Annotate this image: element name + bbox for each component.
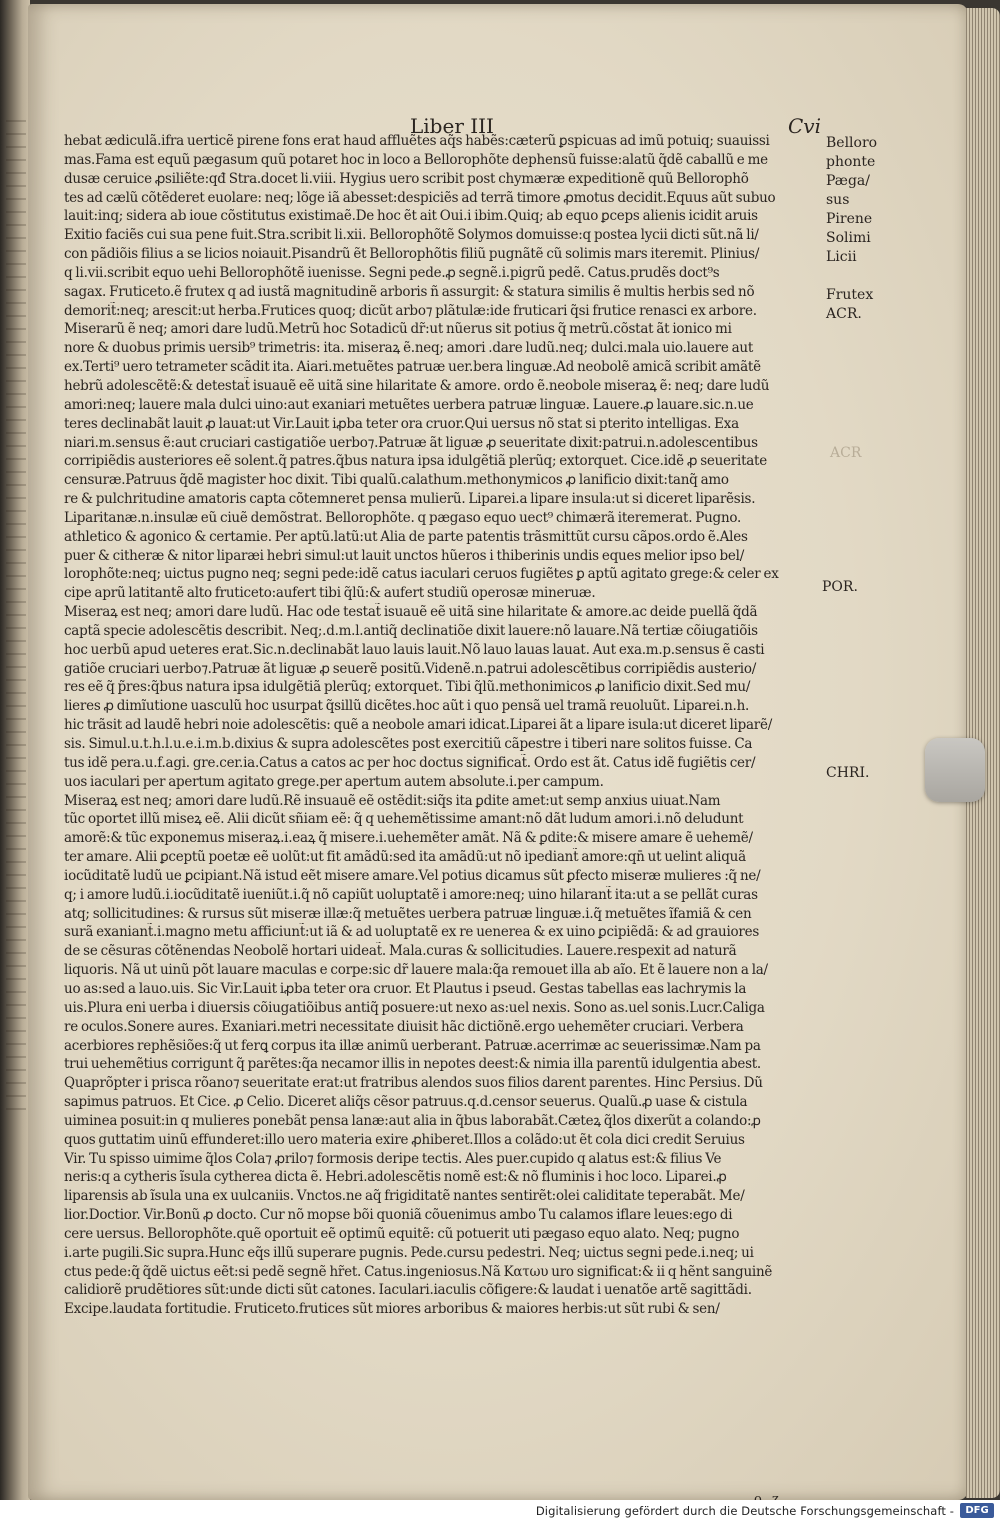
margin-note-frutex: Frutex xyxy=(826,287,874,303)
text-line: Exitio faciẽs cui sua pene fuit.Stra.scribit li.xii. Bellorophõtẽ Solymos domuisse:q postea lycii dicti sũt.nã li/ xyxy=(64,227,759,244)
margin-note-por: POR. xyxy=(822,579,858,595)
text-line: liparensis ab ĩsula una ex uulcaniis. Vnctos.ne aq̃ frigiditatẽ nantes sentirẽt:olei caliditate teperabãt. Me/ xyxy=(64,1188,745,1205)
text-line: con pãdiõis filius a se licios noiauit.Pisandrũ ẽt Bellorophõtis filiũ pugnãtẽ cũ solimis mars iteremit. Plinius/ xyxy=(64,246,760,263)
text-line: lauit:inq; sidera ab ioue cõstitutus existimaẽ.De hoc ẽt ait Oui.i ibim.Quiq; ab equo ꝑceps alienis icidit aruis xyxy=(64,208,758,225)
text-line: calidiorẽ prudẽtiores sũt:unde dicti sũt catones. Iaculari.iaculis cõfigere:& laudat i uenatõe artẽ sagittãdi. xyxy=(64,1282,752,1299)
text-line: demorit̃:neq; arescit:ut herba.Frutices quoq; dicũt arbo⁊ plãtulæ:ide fruticari q̃si frutice renasci ex arbore. xyxy=(64,302,757,319)
text-line: Miseraꝝ est neq; amori dare ludũ.Rẽ insuauẽ eẽ ostẽdit:siq̃s ita ꝑdite amet:ut semp anxius uiuat.Nam xyxy=(64,792,721,809)
text-line: q li.vii.scribit equo uehi Bellorophõtẽ iuenisse. Segni pede.ꝓ segnẽ.i.pigrũ pedẽ. Catus.prudẽs doct⁹s xyxy=(64,264,720,281)
text-line: puer & citheræ & nitor liparæi hebri simul:ut lauit unctos hũeros i thiberinis undis eques melior ipso bel/ xyxy=(64,547,745,564)
book-page xyxy=(28,4,968,1500)
text-line: atq; sollicitudines: & rursus sũt miseræ illæ:q̃ metuẽtes uerbera patruæ linguæ.i.q̃ metuẽtes ĩfamiã & cen xyxy=(64,905,752,922)
text-line: Miserarũ ẽ neq; amori dare ludũ.Metrũ hoc Sotadicũ dr̃:ut nũerus sit potius q̃ metrũ.cõstat ãt ionico mi xyxy=(64,321,732,338)
text-line: captã specie adolescẽtis describit. Neq;.d.m.l.antiq̃ declinatiõe dixit lauere:nõ lauare.Nã tertiæ cõiugatiõis xyxy=(64,622,758,639)
text-line: i.arte pugili.Sic supra.Hunc eq̃s illũ superare pugnis. Pede.cursu pedestri. Neq; uictus segni pede.i.neq; ui xyxy=(64,1244,754,1261)
dfg-logo: DFG xyxy=(960,1503,994,1518)
text-line: ex.Terti⁹ uero tetrameter scãdit ita. Aiari.metuẽtes patruæ uer.bera linguæ.Ad neobolẽ amicã scribit amãtẽ xyxy=(64,359,761,376)
text-line: amorẽ:& tũc exponemus miseraꝝ.i.eaꝝ q̃ misere.i.uehemẽter amãt. Nã & ꝑdite:& misere amare ẽ uehemẽ/ xyxy=(64,830,753,847)
margin-note-acr: ACR. xyxy=(826,306,862,322)
running-title: Liber III xyxy=(410,114,494,138)
text-line: hebrũ adolescẽtẽ:& detestat̃ isuauẽ eẽ uitã sine hilaritate & amore. ordo ẽ.neobole miseraꝝ ẽ: neq; dare ludũ xyxy=(64,377,770,394)
text-line: uo as:sed a lauo.uis. Sic Vir.Lauit iꝓba teter ora cruor. Et Plautus i pseud. Gestas tabellas eas lachrymis la xyxy=(64,980,747,997)
text-line: liquoris. Nã ut uinũ põt lauare maculas e corpe:sic dr̃ lauere mala:q̃a remouet illa ab aĩo. Et ẽ lauere non a la/ xyxy=(64,962,768,979)
text-line: uis.Plura eni uerba i diuersis cõiugatiõibus antiq̃ posuere:ut nexo as:uel nexis. Sono as.uel sonis.Lucr.Caliga xyxy=(64,999,765,1016)
text-line: re & pulchritudine amatoris capta cõtemneret pensa mulierũ. Liparei.a lipare insula:ut si diceret liparẽsis. xyxy=(64,491,756,508)
text-line: surã exaniant̃.i.magno metu afficiunt̃:ut iã & ad uoluptatẽ ex re uenerea & ex uino ꝑcipiẽdã: & ad grauiores xyxy=(64,924,760,941)
text-line: Quaprõpter i prisca rõano⁊ seueritate erat:ut fratribus alendos suos filios darent parentes. Hinc Persius. Dũ xyxy=(64,1075,763,1092)
text-line: lieres ꝓ dimĩutione uasculũ hoc usurpat q̃sillũ dicẽtes.hoc aũt i quo pensã uel tramã reuoluũt. Liparei.n.h. xyxy=(64,698,750,715)
digitization-footer xyxy=(0,1500,1000,1522)
text-line: acerbiores rephẽsiões:q̃ ut ferꝗ corpus ita illæ animũ uerberant. Patruæ.acerrimæ ac seuerissimæ.Nam pa xyxy=(64,1037,761,1054)
text-line: Liparitanæ.n.insulæ eũ ciuẽ demõstrat. Bellorophõte. q pægaso equo uect⁹ chimærã iteremerat. Pugno. xyxy=(64,509,742,526)
text-line: re oculos.Sonere aures. Exaniari.metri necessitate diuisit hãc dictiõnẽ.ergo uehemẽter cruciari. Verbera xyxy=(64,1018,744,1035)
previous-page-text-bleed xyxy=(6,120,26,1120)
text-line: Miseraꝝ est neq; amori dare ludũ. Hac ode testat̃ isuauẽ eẽ uitã sine hilaritate & amore.ac deide puellã q̃dã xyxy=(64,604,758,621)
text-line: ter amare. Alii ꝑceptũ poetæ eẽ uolũt:ut fit amãdũ:sed ita amãdũ:ut nõ ipediant̃ amore:qn̄ ut uelint aliquã xyxy=(64,849,746,866)
previous-page-edge xyxy=(0,0,30,1500)
text-line: de se cẽsuras cõtẽnendas Neobolẽ hortari uideat̃. Mala.curas & sollicitudies. Lauere.respexit ad naturã xyxy=(64,943,737,960)
text-line: q; i amore ludũ.i.iocũditatẽ iueniũt.i.q̃ nõ capiũt uoluptatẽ i amore:neq; uino hilarant̃ ita:ut a se pellãt curas xyxy=(64,886,758,903)
text-line: cipe aprũ latitantẽ alto fruticeto:aufert tibi q̃lũ:& aufert studiũ operosæ mineruæ. xyxy=(64,585,596,602)
text-line: res eẽ q̃ p̃res:q̃bus natura ipsa idulgẽtiã plerũq; extorquet. Tibi q̃lũ.methonimicos ꝓ lanificio dixit.Sed mu/ xyxy=(64,679,751,696)
margin-note-chri: CHRI. xyxy=(826,765,870,781)
margin-note-licii: Licii xyxy=(826,249,857,265)
text-line: amori:neq; lauere mala dulci uino:aut exaniari metuẽtes uerbera patruæ linguæ. Lauere.ꝓ lauare.sic.n.ue xyxy=(64,396,754,413)
margin-note-paegasus: Pæga/ xyxy=(826,173,870,189)
text-line: sapimus patruos. Et Cice. ꝓ Celio. Diceret aliq̃s cẽsor patruus.q.d.censor seuerus. Qualũ.ꝓ uase & cistula xyxy=(64,1094,748,1111)
folio-number: Cvi xyxy=(788,114,821,138)
text-line: quos guttatim uinũ effunderet:illo uero materia exire ꝓhiberet.Illos a colãdo:ut ẽt cola dici credit Seruius xyxy=(64,1131,745,1148)
text-line: uiminea posuit:in q mulieres ponebãt pensa lanæ:aut alia in q̃bus laborabãt.Cæteꝝ q̃los dixerũt a colando:ꝓ xyxy=(64,1112,761,1129)
text-line: sis. Simul.u.t.h.l.u.e.i.m.b.dixius & supra adolescẽtes post exercitiũ cãpestre i tiberi nare solitos fuisse. Ca xyxy=(64,736,753,752)
text-line: athletico & agonico & certamie. Per aptũ.latũ:ut Alia de parte patentis trãsmittũt cursu cãpos.ordo ẽ.Ales xyxy=(64,528,748,545)
margin-note-bellorophonte: Belloro xyxy=(826,135,878,151)
text-line: tus idẽ pera.u.f.agi. gre.cer.ia.Catus a catos ac per hoc doctus significat̃. Ordo est ãt. Catus idẽ fugiẽtis cer/ xyxy=(64,754,756,771)
text-line: Vir. Tu spisso uimime q̃los Cola⁊ ꝓrilo⁊ formosis deripe tectis. Ales puer.cupido q alatus est:& filius Ve xyxy=(64,1150,722,1167)
text-line: corripiẽdis austeriores eẽ solent.q̃ patres.q̃bus natura ipsa idulgẽtiã plerũq; extorquet. Cice.idẽ ꝓ seueritate xyxy=(64,453,767,470)
text-line: trui uehemẽtius corrigunt q̃ parẽtes:q̃a necamor illis in nepotes deest:& nimia illa parentũ idulgentia abest. xyxy=(64,1056,761,1073)
text-line: iocũditatẽ ludũ ue ꝑcipiant.Nã istud eẽt misere amare.Vel potius dicamus sũt ꝑfecto miseræ mulieres :q̃ ne/ xyxy=(64,867,761,884)
text-line: neris:q a cytheris ĩsula cytherea dicta ẽ. Hebri.adolescẽtis nomẽ est:& nõ fluminis i hoc loco. Liparei.ꝓ xyxy=(64,1169,727,1186)
text-line: teres declinabãt lauit ꝓ lauat:ut Vir.Lauit iꝓba teter ora cruor.Qui uersus nõ stat si pterito intelligas. Exa xyxy=(64,415,739,432)
margin-note-acr-showthrough: ACR xyxy=(830,445,862,461)
text-line: lorophõte:neq; uictus pugno neq; segni pede:idẽ catus iaculari ceruos fugiẽtes ꝑ aptũ agitato grege:& celer ex xyxy=(64,566,779,583)
margin-note-paegasus-cont: sus xyxy=(826,192,850,208)
commentary-text xyxy=(64,132,844,1319)
margin-note-pirene: Pirene xyxy=(826,211,873,227)
text-line: gatiõe cruciari uerbo⁊.Patruæ ãt liguæ ꝓ seuerẽ positũ.Videnẽ.n.patrui adolescẽtibus corripiẽdis austerio/ xyxy=(64,660,757,677)
text-line: dusæ ceruice ꝓsiliẽte:qđ Stra.docet li.viii. Hygius uero scribit post chymæræ expeditionẽ quũ Bellorophõ xyxy=(64,170,749,187)
text-line: lior.Doctior. Vir.Bonũ ꝓ docto. Cur nõ mopse bõi quoniã cõuenimus ambo Tu calamos iflare leues:ego di xyxy=(64,1207,733,1224)
margin-note-solimi: Solimi xyxy=(826,230,871,246)
bookmark-slip xyxy=(925,738,985,802)
text-line: nore & duobus primis uersib⁹ trimetris: ita. miseraꝝ ẽ.neq; amori .dare ludũ.neq; dulci.mala uio.lauere aut xyxy=(64,340,754,357)
footer-credit: Digitalisierung gefördert durch die Deutsche Forschungsgemeinschaft - xyxy=(535,1504,954,1518)
margin-note-bellorophonte-cont: phonte xyxy=(826,154,876,170)
text-line: cere uersus. Bellorophõte.quẽ oportuit eẽ optimũ equitẽ: cũ potuerit uti pægaso equo alato. Neq; pugno xyxy=(64,1225,740,1242)
text-line: Excipe.laudata fortitudie. Fruticeto.frutices sũt miores arboribus & maiores herbis:ut sũt rubi & sen/ xyxy=(64,1301,720,1318)
text-line: ctus pede:q̃ q̃dẽ uictus eẽt:si pedẽ segnẽ hr̃et. Catus.ingeniosus.Nã Κατωυ uro significat:& ii q hẽnt sanguinẽ xyxy=(64,1263,773,1280)
text-line: hoc uerbũ apud ueteres erat.Sic.n.declinabãt lauo lauis lauit.Nõ lauo lauas lauat. Aut exa.m.p.sensus ẽ casti xyxy=(64,641,765,658)
text-line: censuræ.Patruus q̃dẽ magister hoc dixit. Tibi qualũ.calathum.methonymicos ꝓ lanificio dixit:tanq̃ amo xyxy=(64,472,729,489)
text-line: sagax. Fruticeto.ẽ frutex q ad iustã magnitudinẽ arboris ñ assurgit: & statura similis ẽ multis herbis sed nõ xyxy=(64,283,755,300)
text-line: uos iaculari per apertum agitato grege.per apertum autem absolute.i.per campum. xyxy=(64,773,604,790)
text-line: hebat ædiculã.ifra uerticẽ pirene fons erat haud affluẽtes aq̃s habẽs:cæterũ ꝑspicuas ad imũ potuiq; suauissi xyxy=(64,133,770,149)
text-line: hic trãsit ad laudẽ hebri noie adolescẽtis: quẽ a neobole amari idicat.Liparei ãt a lipare isula:ut diceret liparẽ/ xyxy=(64,717,773,734)
text-line: tũc oportet illũ miseꝝ eẽ. Alii dicũt sñiam eẽ: q̃ q uehemẽtissime amant:nõ dãt ludum amori.i.nõ deludunt xyxy=(64,811,744,828)
text-line: niari.m.sensus ẽ:aut cruciari castigatiõe uerbo⁊.Patruæ ãt liguæ ꝓ seueritate dixit:patrui.n.adolescentibus xyxy=(64,434,758,451)
text-line: mas.Fama est equũ pægasum quũ potaret hoc in loco a Bellorophõte dephensũ fuisse:alatũ q̃dẽ caballũ e me xyxy=(64,151,768,168)
text-line: tes ad cælũ cõtẽderet euolare: neq; lõge iã abesset:despiciẽs ad terrã timore ꝓmotus decidit.Equus aũt subuo xyxy=(64,189,776,206)
